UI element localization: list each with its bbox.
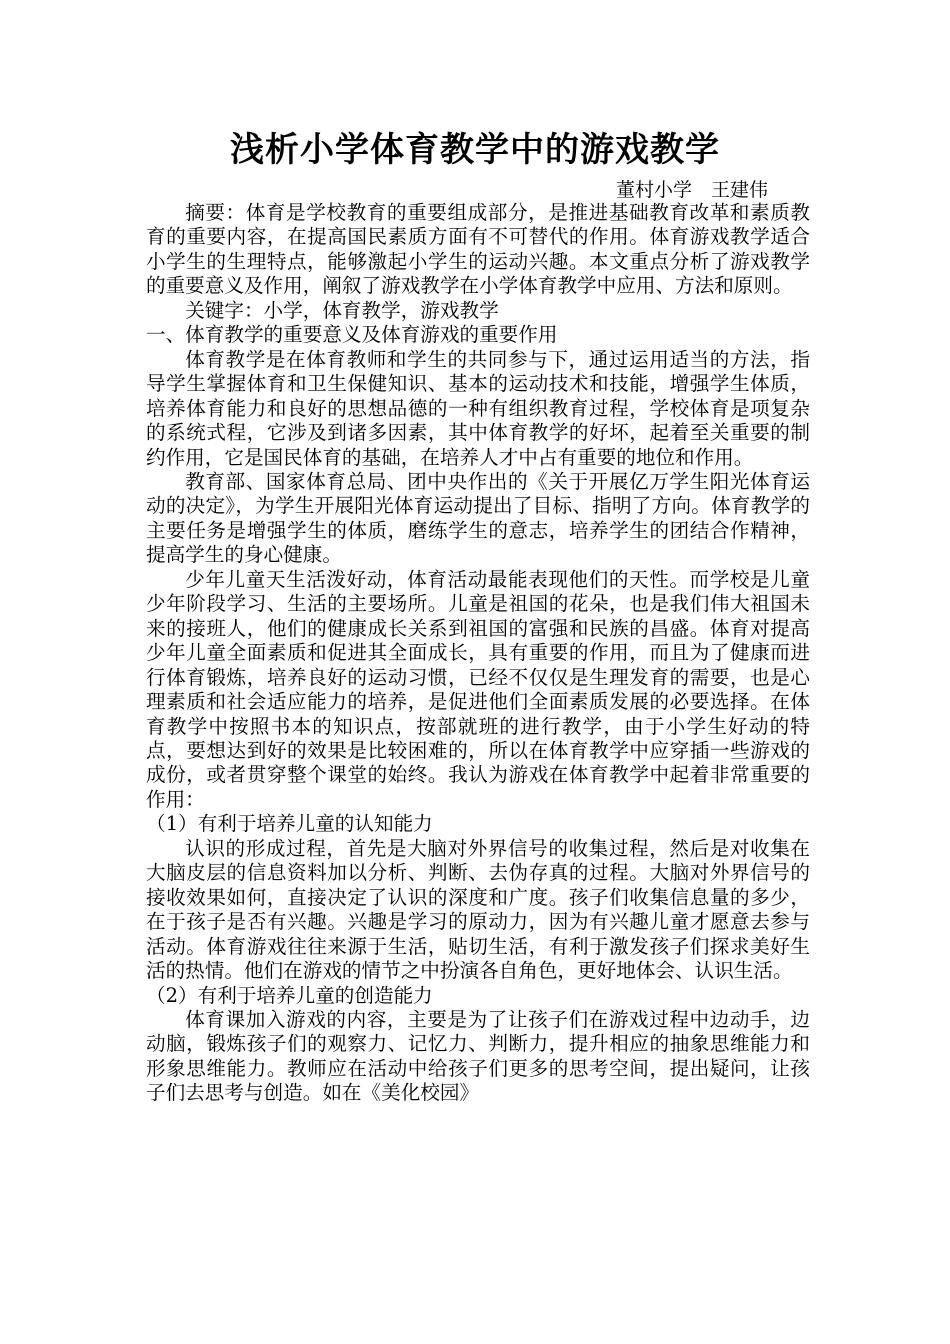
body-paragraph: 认识的形成过程，首先是大脑对外界信号的收集过程，然后是对收集在大脑皮层的信息资料加以分析、判断、去伪存真的过程。大脑对外界信号的接收效果如何，直接决定了认识的深度和广度。孩子们收集信息量的多少，在于孩子是否有兴趣。兴趣是学习的原动力，因为有兴趣儿童才愿意去参与活动。体育游戏往往来源于生活，贴切生活，有利于激发孩子们探求美好生活的热情。他们在游戏的情节之中扮演各自角色，更好地体会、认识生活。	[146, 836, 810, 983]
subsection-heading: （1）有利于培养儿童的认知能力	[146, 812, 433, 836]
abstract-paragraph: 摘要：体育是学校教育的重要组成部分，是推进基础教育改革和素质教育的重要内容，在提高国民素质方面有不可替代的作用。体育游戏教学适合小学生的生理特点，能够激起小学生的运动兴趣。本文重点分析了游戏教学的重要意义及作用，阐叙了游戏教学在小学体育教学中应用、方法和原则。	[146, 201, 810, 298]
body-paragraph: 体育课加入游戏的内容，主要是为了让孩子们在游戏过程中边动手，边动脑，锻炼孩子们的观察力、记忆力、判断力，提升相应的抽象思维能力和形象思维能力。教师应在活动中给孩子们更多的思考空间，提出疑问，让孩子们去思考与创造。如在《美化校园》	[146, 1007, 810, 1105]
body-paragraph: 教育部、国家体育总局、团中央作出的《关于开展亿万学生阳光体育运动的决定》，为学生开展阳光体育运动提出了目标、指明了方向。体育教学的主要任务是增强学生的体质，磨练学生的意志，培养学生的团结合作精神，提高学生的身心健康。	[146, 469, 810, 567]
keywords-line: 关键字：小学，体育教学，游戏教学	[185, 298, 499, 322]
author-line: 董村小学 王建伟	[616, 179, 769, 201]
section-heading: 一、体育教学的重要意义及体育游戏的重要作用	[146, 323, 558, 347]
document-body	[146, 201, 810, 1106]
subsection-heading: （2）有利于培养儿童的创造能力	[146, 983, 433, 1007]
body-paragraph: 少年儿童天生活泼好动，体育活动最能表现他们的天性。而学校是儿童少年阶段学习、生活的主要场所。儿童是祖国的花朵，也是我们伟大祖国未来的接班人，他们的健康成长关系到祖国的富强和民族的昌盛。体育对提高少年儿童全面素质和促进其全面成长，具有重要的作用，而且为了健康而进行体育锻炼，培养良好的运动习惯，已经不仅仅是生理发育的需要，也是心理素质和社会适应能力的培养，是促进他们全面素质发展的必要选择。在体育教学中按照书本的知识点，按部就班的进行教学，由于小学生好动的特点，要想达到好的效果是比较困难的，所以在体育教学中应穿插一些游戏的成份，或者贯穿整个课堂的始终。我认为游戏在体育教学中起着非常重要的作用：	[146, 567, 810, 811]
body-paragraph: 体育教学是在体育教师和学生的共同参与下，通过运用适当的方法，指导学生掌握体育和卫生保健知识、基本的运动技术和技能，增强学生体质，培养体育能力和良好的思想品德的一种有组织教育过程，学校体育是项复杂的系统式程，它涉及到诸多因素，其中体育教学的好坏，起着至关重要的制约作用，它是国民体育的基础，在培养人才中占有重要的地位和作用。	[146, 347, 810, 469]
document-title: 浅析小学体育教学中的游戏教学	[230, 130, 720, 170]
